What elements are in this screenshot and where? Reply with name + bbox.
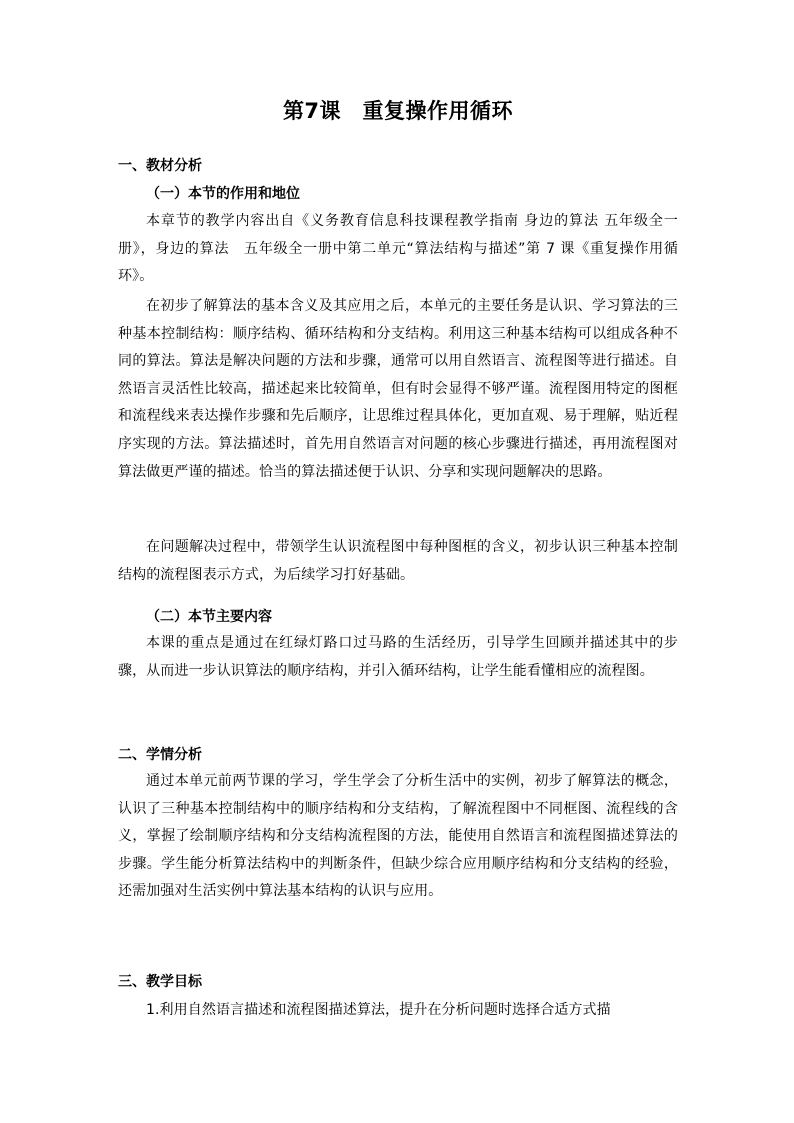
subsection-heading-main-content: （二）本节主要内容 [146, 609, 272, 625]
paragraph: 在初步了解算法的基本含义及其应用之后，本单元的主要任务是认识、学习算法的三种基本控制结构：顺序结构、循环结构和分支结构。利用这三种基本结构可以组成各种不同的算法。算法是解决问题的方法和步骤，通常可以用自然语言、流程图等进行描述。自然语言灵活性比较高，描述起来比较简单，但有时会显得不够严谨。流程图用特定的图框和流程线来表达操作步骤和先后顺序，让思维过程具体化，更加直观、易于理解，贴近程序实现的方法。算法描述时，首先用自然语言对问题的核心步骤进行描述，再用流程图对算法做更严谨的描述。恰当的算法描述便于认识、分享和实现问题解决的思路。 [118, 298, 678, 480]
paragraph: 本课的重点是通过在红绿灯路口过马路的生活经历，引导学生回顾并描述其中的步骤，从而进一步认识算法的顺序结构，并引入循环结构，让学生能看懂相应的流程图。 [118, 635, 678, 679]
paragraph: 本章节的教学内容出自《义务教育信息科技课程教学指南 身边的算法 五年级全一册》，身边的算法 五年级全一册中第二单元“算法结构与描述”第 7 课《重复操作用循环》。 [118, 213, 678, 285]
document-title: 第7课 重复操作用循环 [282, 99, 514, 123]
paragraph: 通过本单元前两节课的学习，学生学会了分析生活中的实例，初步了解算法的概念，认识了三种基本控制结构中的顺序结构和分支结构，了解流程图中不同框图、流程线的含义，掌握了绘制顺序结构和分支结构流程图的方法，能使用自然语言和流程图描述算法的步骤。学生能分析算法结构中的判断条件，但缺少综合应用顺序结构和分支结构的经验，还需加强对生活实例中算法基本结构的认识与应用。 [118, 773, 678, 900]
paragraph: 在问题解决过程中，带领学生认识流程图中每种图框的含义，初步认识三种基本控制结构的流程图表示方式，为后续学习打好基础。 [118, 539, 678, 583]
section-heading-textbook-analysis: 一、教材分析 [118, 158, 202, 174]
paragraph: 1.利用自然语言描述和流程图描述算法，提升在分析问题时选择合适方式描 [146, 1002, 611, 1018]
section-heading-teaching-objectives: 三、教学目标 [118, 974, 202, 990]
section-heading-learner-analysis: 二、学情分析 [118, 747, 202, 763]
subsection-heading-role-and-status: （一）本节的作用和地位 [146, 186, 300, 202]
